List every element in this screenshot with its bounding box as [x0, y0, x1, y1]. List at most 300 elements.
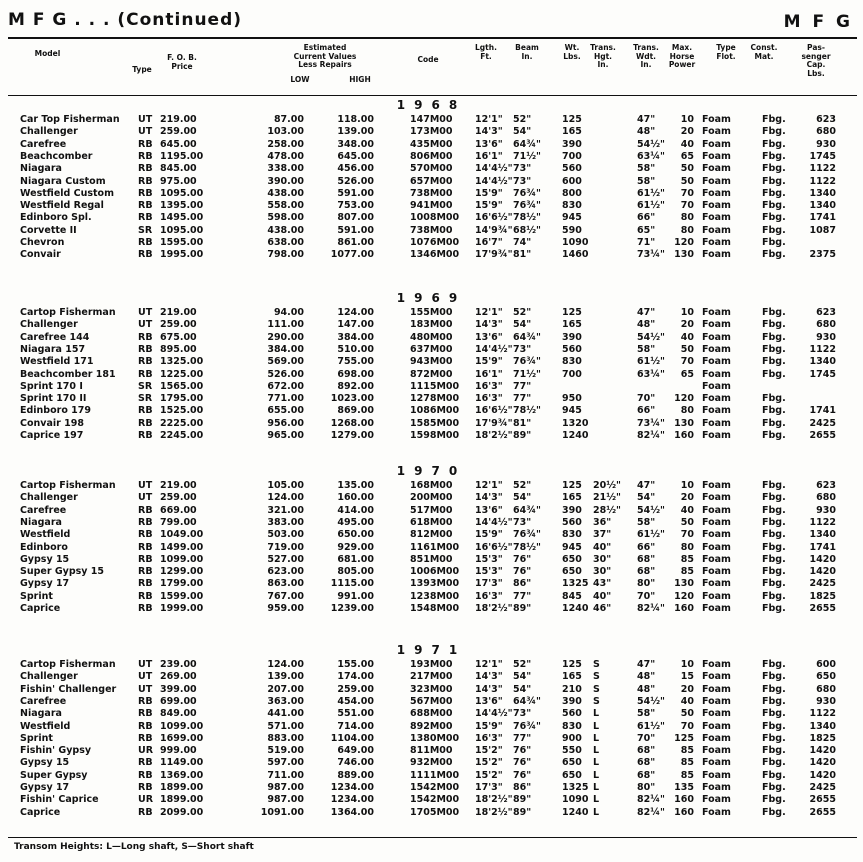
cell-high: 807.00 [337, 212, 374, 224]
cell-wt: 1240 [562, 430, 589, 441]
cell-type: RB [138, 578, 153, 590]
cell-type: RB [138, 212, 153, 224]
cell-twdt: 48" [637, 683, 656, 695]
cell-high: 1268.00 [330, 417, 374, 429]
cell-lgth: 16'3" [475, 732, 503, 744]
cell-mat: Fbg. [762, 150, 786, 162]
cell-high: 1234.00 [330, 794, 374, 806]
cell-low: 519.00 [267, 745, 304, 757]
cell-cap: 1420 [809, 757, 836, 769]
cell-cap: 1087 [809, 224, 836, 236]
cell-beam: 76" [513, 566, 532, 578]
cell-mat: Fbg. [762, 683, 786, 695]
cell-hp: 160 [674, 794, 694, 806]
cell-mat: Fbg. [762, 138, 786, 150]
cell-cap: 2425 [809, 417, 836, 429]
cell-mat: Fbg. [762, 224, 786, 236]
cell-fob: 1795.00 [160, 393, 204, 405]
cell-mat: Fbg. [762, 529, 786, 541]
cell-fob: 1369.00 [160, 769, 204, 781]
cell-low: 623.00 [267, 566, 304, 578]
cell-wt: 700 [562, 368, 582, 380]
column-header-twdt: Trans. Wdt. In. [633, 43, 659, 69]
cell-beam: 73" [513, 175, 532, 187]
cell-model: Sprint [20, 732, 53, 744]
column-header-fob: F. O. B. Price [167, 53, 197, 71]
cell-flot: Foam [702, 138, 731, 150]
cell-cap: 1340 [809, 529, 836, 541]
cell-cap: 1745 [809, 368, 836, 380]
cell-beam: 81" [513, 417, 532, 429]
cell-cap: 1745 [809, 150, 836, 162]
cell-hp: 15 [680, 671, 694, 683]
cell-high: 753.00 [337, 200, 374, 212]
cell-cap: 1741 [809, 405, 836, 417]
cell-high: 591.00 [337, 187, 374, 199]
cell-hp: 65 [680, 368, 694, 380]
cell-flot: Foam [702, 732, 731, 744]
cell-fob: 1395.00 [160, 200, 204, 212]
cell-cap: 2655 [809, 806, 836, 818]
cell-type: UT [138, 480, 153, 491]
cell-type: RB [138, 782, 153, 793]
cell-model: Cartop Fisherman [20, 659, 116, 670]
cell-lgth: 15'9" [475, 356, 503, 368]
cell-type: UT [138, 671, 153, 683]
cell-type: RB [138, 343, 153, 355]
cell-hp: 70 [680, 187, 694, 199]
cell-flot: Foam [702, 745, 731, 757]
cell-cap: 623 [816, 114, 836, 125]
cell-code: 941M00 [410, 200, 453, 212]
cell-wt: 125 [562, 114, 582, 125]
cell-type: RB [138, 708, 153, 720]
cell-model: Gypsy 15 [20, 553, 70, 565]
cell-flot: Foam [702, 806, 731, 818]
cell-code: 200M00 [410, 492, 453, 504]
cell-flot: Foam [702, 720, 731, 732]
cell-beam: 71½" [513, 150, 542, 162]
cell-model: Fishin' Caprice [20, 794, 99, 806]
cell-cap: 623 [816, 307, 836, 318]
cell-cap: 600 [816, 659, 836, 670]
cell-fob: 1099.00 [160, 720, 204, 732]
bottom-rule [8, 837, 857, 838]
cell-type: RB [138, 175, 153, 187]
cell-wt: 390 [562, 331, 582, 343]
cell-twdt: 70" [637, 590, 656, 602]
cell-thgt: 43" [593, 578, 612, 590]
cell-twdt: 48" [637, 126, 656, 138]
cell-type: RB [138, 516, 153, 528]
cell-mat: Fbg. [762, 671, 786, 683]
cell-cap: 623 [816, 480, 836, 491]
cell-wt: 830 [562, 720, 582, 732]
cell-wt: 1090 [562, 794, 589, 806]
cell-cap: 1340 [809, 356, 836, 368]
cell-type: RB [138, 163, 153, 175]
cell-high: 526.00 [337, 175, 374, 187]
cell-fob: 1495.00 [160, 212, 204, 224]
cell-low: 438.00 [267, 224, 304, 236]
cell-mat: Fbg. [762, 187, 786, 199]
cell-mat: Fbg. [762, 806, 786, 818]
cell-flot: Foam [702, 163, 731, 175]
cell-high: 495.00 [337, 516, 374, 528]
cell-wt: 550 [562, 745, 582, 757]
cell-mat: Fbg. [762, 331, 786, 343]
cell-type: RB [138, 769, 153, 781]
cell-hp: 40 [680, 331, 694, 343]
cell-cap: 1420 [809, 769, 836, 781]
cell-fob: 1525.00 [160, 405, 204, 417]
cell-hp: 80 [680, 405, 694, 417]
cell-low: 883.00 [267, 732, 304, 744]
cell-mat: Fbg. [762, 578, 786, 590]
cell-beam: 81" [513, 249, 532, 261]
cell-twdt: 80" [637, 578, 656, 590]
cell-low: 965.00 [267, 430, 304, 441]
cell-wt: 165 [562, 126, 582, 138]
cell-lgth: 14'3" [475, 671, 503, 683]
cell-type: UR [138, 794, 154, 806]
cell-thgt: 20½" [593, 480, 622, 491]
cell-thgt: S [593, 659, 600, 670]
top-rule [8, 37, 857, 39]
cell-wt: 950 [562, 393, 582, 405]
cell-high: 174.00 [337, 671, 374, 683]
cell-hp: 160 [674, 430, 694, 441]
cell-flot: Foam [702, 249, 731, 261]
column-header-beam: Beam In. [515, 43, 539, 61]
cell-wt: 390 [562, 695, 582, 707]
cell-low: 363.00 [267, 695, 304, 707]
cell-thgt: L [593, 806, 600, 818]
cell-low: 124.00 [267, 492, 304, 504]
cell-twdt: 58" [637, 708, 656, 720]
cell-wt: 165 [562, 319, 582, 331]
cell-flot: Foam [702, 516, 731, 528]
cell-wt: 900 [562, 732, 582, 744]
cell-fob: 259.00 [160, 492, 197, 504]
cell-twdt: 71" [637, 237, 656, 248]
cell-low: 597.00 [267, 757, 304, 769]
cell-twdt: 63¼" [637, 368, 666, 380]
cell-model: Niagara [20, 163, 62, 175]
column-header-flot: Type Flot. [716, 43, 736, 61]
cell-mat: Fbg. [762, 417, 786, 429]
cell-low: 771.00 [267, 393, 304, 405]
cell-high: 124.00 [337, 307, 374, 318]
cell-wt: 1325 [562, 782, 589, 793]
cell-lgth: 16'7" [475, 237, 503, 248]
cell-flot: Foam [702, 671, 731, 683]
cell-type: RB [138, 405, 153, 417]
cell-type: UT [138, 114, 153, 125]
cell-wt: 945 [562, 212, 582, 224]
cell-model: Edinboro 179 [20, 405, 91, 417]
cell-code: 1393M00 [410, 578, 460, 590]
cell-code: 567M00 [410, 695, 453, 707]
cell-mat: Fbg. [762, 659, 786, 670]
cell-fob: 799.00 [160, 516, 197, 528]
cell-type: RB [138, 720, 153, 732]
cell-model: Super Gypsy 15 [20, 566, 105, 578]
cell-twdt: 54½" [637, 695, 666, 707]
cell-lgth: 12'1" [475, 659, 503, 670]
cell-cap: 650 [816, 671, 836, 683]
cell-hp: 85 [680, 745, 694, 757]
cell-code: 637M00 [410, 343, 453, 355]
cell-beam: 77" [513, 732, 532, 744]
cell-type: RB [138, 566, 153, 578]
footnote: Transom Heights: L—Long shaft, S—Short shaft [14, 842, 254, 852]
cell-code: 1278M00 [410, 393, 460, 405]
cell-flot: Foam [702, 659, 731, 670]
cell-fob: 2099.00 [160, 806, 204, 818]
cell-lgth: 12'1" [475, 480, 503, 491]
cell-twdt: 63¼" [637, 150, 666, 162]
cell-thgt: S [593, 683, 600, 695]
cell-low: 383.00 [267, 516, 304, 528]
cell-lgth: 12'1" [475, 114, 503, 125]
cell-lgth: 16'3" [475, 590, 503, 602]
cell-wt: 830 [562, 529, 582, 541]
cell-beam: 76" [513, 757, 532, 769]
cell-hp: 130 [674, 249, 694, 261]
cell-wt: 600 [562, 175, 582, 187]
cell-flot: Foam [702, 683, 731, 695]
cell-lgth: 17'3" [475, 782, 503, 793]
cell-code: 738M00 [410, 187, 453, 199]
cell-model: Beachcomber 181 [20, 368, 116, 380]
cell-mat: Fbg. [762, 114, 786, 125]
cell-wt: 650 [562, 757, 582, 769]
cell-code: 1006M00 [410, 566, 460, 578]
cell-thgt: 30" [593, 566, 612, 578]
cell-fob: 1799.00 [160, 578, 204, 590]
cell-lgth: 16'3" [475, 380, 503, 392]
cell-cap: 1122 [809, 175, 836, 187]
cell-lgth: 14'4½" [475, 708, 513, 720]
cell-flot: Foam [702, 368, 731, 380]
cell-lgth: 15'9" [475, 720, 503, 732]
cell-twdt: 66" [637, 541, 656, 553]
cell-lgth: 18'2½" [475, 794, 513, 806]
cell-model: Caprice [20, 603, 61, 614]
cell-flot: Foam [702, 356, 731, 368]
cell-model: Caprice 197 [20, 430, 84, 441]
cell-beam: 89" [513, 806, 532, 818]
cell-mat: Fbg. [762, 695, 786, 707]
cell-cap: 1825 [809, 590, 836, 602]
cell-type: SR [138, 380, 153, 392]
cell-high: 649.00 [337, 745, 374, 757]
cell-code: 1115M00 [410, 380, 460, 392]
cell-code: 1585M00 [410, 417, 460, 429]
cell-wt: 650 [562, 769, 582, 781]
cell-flot: Foam [702, 492, 731, 504]
cell-hp: 50 [680, 163, 694, 175]
cell-wt: 1240 [562, 603, 589, 614]
cell-fob: 1595.00 [160, 237, 204, 248]
year-heading: 1968 [396, 98, 467, 112]
cell-high: 414.00 [337, 504, 374, 516]
cell-wt: 125 [562, 307, 582, 318]
cell-mat: Fbg. [762, 782, 786, 793]
cell-lgth: 15'9" [475, 187, 503, 199]
cell-type: RB [138, 138, 153, 150]
cell-beam: 64¾" [513, 504, 542, 516]
cell-lgth: 14'3" [475, 319, 503, 331]
cell-hp: 85 [680, 553, 694, 565]
cell-low: 863.00 [267, 578, 304, 590]
cell-flot: Foam [702, 769, 731, 781]
cell-code: 147M00 [410, 114, 453, 125]
cell-wt: 1460 [562, 249, 589, 261]
cell-cap: 680 [816, 319, 836, 331]
cell-twdt: 61½" [637, 200, 666, 212]
cell-model: Gypsy 15 [20, 757, 70, 769]
cell-beam: 64¾" [513, 695, 542, 707]
cell-low: 987.00 [267, 794, 304, 806]
cell-low: 441.00 [267, 708, 304, 720]
cell-wt: 1325 [562, 578, 589, 590]
cell-low: 798.00 [267, 249, 304, 261]
cell-code: 738M00 [410, 224, 453, 236]
cell-lgth: 14'4½" [475, 175, 513, 187]
cell-hp: 10 [680, 307, 694, 318]
cell-flot: Foam [702, 566, 731, 578]
cell-hp: 85 [680, 566, 694, 578]
column-header-model: Model [34, 49, 61, 58]
cell-wt: 560 [562, 343, 582, 355]
cell-code: 570M00 [410, 163, 453, 175]
cell-mat: Fbg. [762, 200, 786, 212]
cell-high: 160.00 [337, 492, 374, 504]
cell-twdt: 58" [637, 343, 656, 355]
cell-hp: 135 [674, 782, 694, 793]
cell-mat: Fbg. [762, 212, 786, 224]
cell-beam: 76¾" [513, 356, 542, 368]
cell-low: 672.00 [267, 380, 304, 392]
cell-mat: Fbg. [762, 732, 786, 744]
cell-fob: 1299.00 [160, 566, 204, 578]
cell-lgth: 15'2" [475, 769, 503, 781]
cell-high: 135.00 [337, 480, 374, 491]
column-header-lgth: Lgth. Ft. [475, 43, 497, 61]
cell-low: 111.00 [267, 319, 304, 331]
cell-low: 321.00 [267, 504, 304, 516]
cell-low: 207.00 [267, 683, 304, 695]
cell-lgth: 14'9¾" [475, 224, 513, 236]
cell-flot: Foam [702, 405, 731, 417]
cell-mat: Fbg. [762, 541, 786, 553]
cell-flot: Foam [702, 393, 731, 405]
cell-mat: Fbg. [762, 553, 786, 565]
cell-high: 991.00 [337, 590, 374, 602]
cell-high: 645.00 [337, 150, 374, 162]
cell-model: Sprint 170 I [20, 380, 83, 392]
cell-code: 1542M00 [410, 794, 460, 806]
cell-model: Westfield 171 [20, 356, 94, 368]
cell-mat: Fbg. [762, 126, 786, 138]
cell-fob: 239.00 [160, 659, 197, 670]
cell-twdt: 66" [637, 212, 656, 224]
cell-wt: 1240 [562, 806, 589, 818]
cell-high: 1077.00 [330, 249, 374, 261]
cell-wt: 650 [562, 553, 582, 565]
cell-code: 480M00 [410, 331, 453, 343]
cell-beam: 52" [513, 480, 532, 491]
cell-fob: 1899.00 [160, 782, 204, 793]
cell-type: UT [138, 307, 153, 318]
cell-twdt: 54½" [637, 504, 666, 516]
cell-code: 943M00 [410, 356, 453, 368]
cell-twdt: 80" [637, 782, 656, 793]
cell-twdt: 82¼" [637, 806, 666, 818]
cell-code: 872M00 [410, 368, 453, 380]
cell-cap: 2655 [809, 430, 836, 441]
cell-fob: 1565.00 [160, 380, 204, 392]
cell-lgth: 16'1" [475, 368, 503, 380]
cell-low: 503.00 [267, 529, 304, 541]
cell-wt: 830 [562, 200, 582, 212]
cell-low: 438.00 [267, 187, 304, 199]
cell-twdt: 61½" [637, 187, 666, 199]
cell-thgt: L [593, 769, 600, 781]
column-header-type: Type [132, 65, 152, 74]
cell-twdt: 82¼" [637, 430, 666, 441]
cell-flot: Foam [702, 237, 731, 248]
cell-code: 517M00 [410, 504, 453, 516]
cell-lgth: 16'6½" [475, 212, 513, 224]
cell-code: 1238M00 [410, 590, 460, 602]
cell-model: Caprice [20, 806, 61, 818]
cell-beam: 73" [513, 343, 532, 355]
cell-cap: 680 [816, 683, 836, 695]
cell-hp: 160 [674, 603, 694, 614]
cell-cap: 1741 [809, 212, 836, 224]
cell-model: Niagara [20, 516, 62, 528]
cell-code: 811M00 [410, 745, 453, 757]
cell-low: 571.00 [267, 720, 304, 732]
cell-low: 124.00 [267, 659, 304, 670]
cell-model: Carefree [20, 504, 67, 516]
cell-lgth: 16'6½" [475, 405, 513, 417]
cell-twdt: 58" [637, 175, 656, 187]
cell-hp: 130 [674, 578, 694, 590]
cell-low: 139.00 [267, 671, 304, 683]
cell-flot: Foam [702, 541, 731, 553]
cell-lgth: 13'6" [475, 504, 503, 516]
cell-beam: 76¾" [513, 187, 542, 199]
cell-flot: Foam [702, 380, 731, 392]
cell-cap: 1825 [809, 732, 836, 744]
cell-flot: Foam [702, 529, 731, 541]
cell-high: 259.00 [337, 683, 374, 695]
cell-flot: Foam [702, 757, 731, 769]
cell-flot: Foam [702, 417, 731, 429]
cell-cap: 930 [816, 695, 836, 707]
cell-lgth: 14'4½" [475, 516, 513, 528]
cell-high: 456.00 [337, 163, 374, 175]
cell-beam: 76" [513, 769, 532, 781]
cell-twdt: 48" [637, 671, 656, 683]
cell-mat: Fbg. [762, 492, 786, 504]
cell-cap: 680 [816, 492, 836, 504]
cell-hp: 50 [680, 516, 694, 528]
